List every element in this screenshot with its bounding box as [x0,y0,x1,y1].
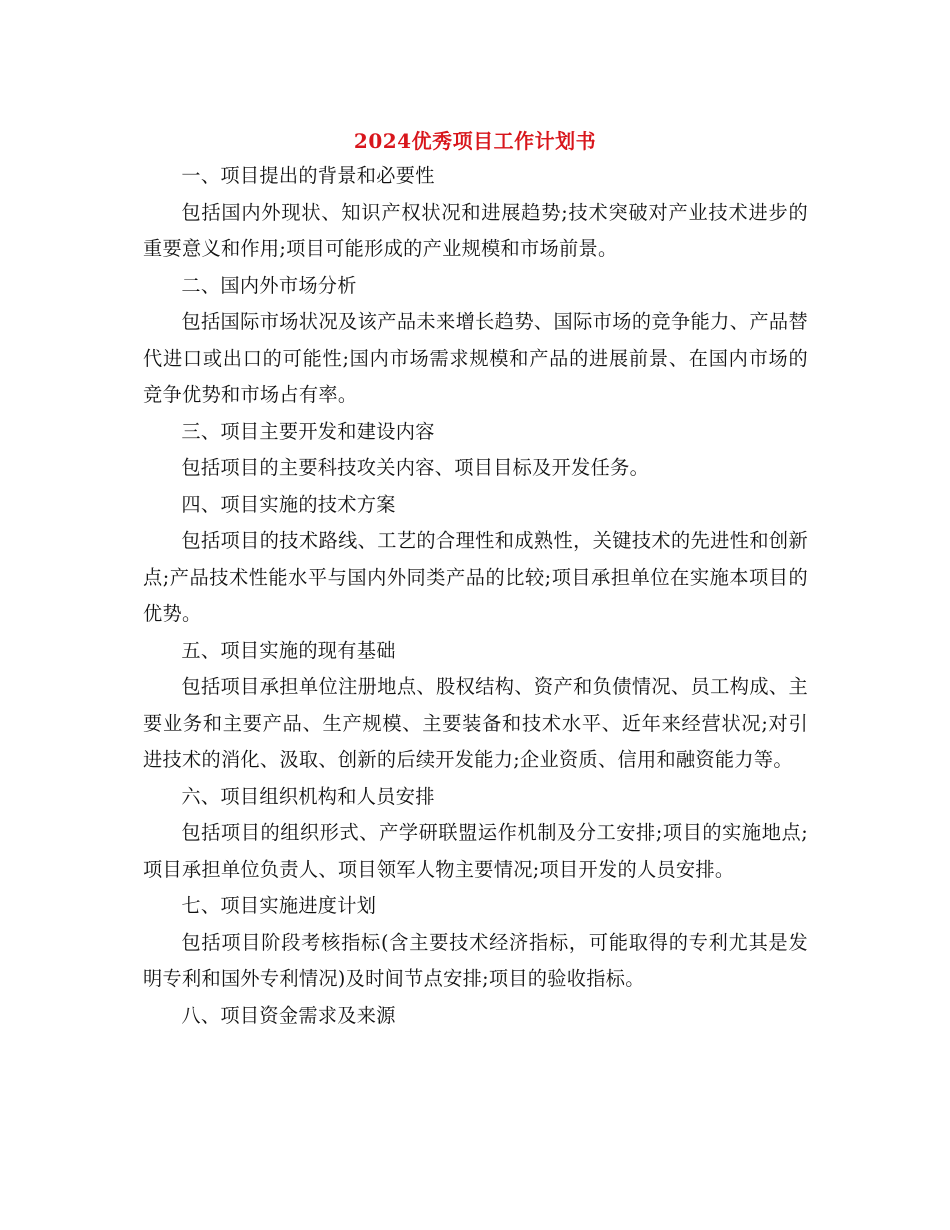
section-heading-7: 七、项目实施进度计划 [181,894,377,917]
section-body-5: 包括项目承担单位注册地点、股权结构、资产和负债情况、员工构成、主要业务和主要产品、生产规模、主要装备和技术水平、近年来经营状况;对引进技术的消化、汲取、创新的后续开发能力;企业资质、信用和融资能力等。 [143,675,808,771]
section-heading-5: 五、项目实施的现有基础 [181,638,396,662]
section-heading-2: 二、国内外市场分析 [181,273,357,297]
section-heading-8: 八、项目资金需求及来源 [181,1003,396,1027]
section-heading-1: 一、项目提出的背景和必要性 [181,164,435,187]
document-body [143,158,808,1034]
section-heading-6: 六、项目组织机构和人员安排 [181,784,435,808]
section-body-7: 包括项目阶段考核指标(含主要技术经济指标，可能取得的专利尤其是发明专利和国外专利情况)及时间节点安排;项目的验收指标。 [143,930,808,990]
page-title: 2024优秀项目工作计划书 [353,129,597,154]
section-body-3: 包括项目的主要科技攻关内容、项目目标及开发任务。 [181,456,650,479]
section-body-4: 包括项目的技术路线、工艺的合理性和成熟性，关键技术的先进性和创新点;产品技术性能水平与国内外同类产品的比较;项目承担单位在实施本项目的优势。 [143,529,808,625]
section-body-1: 包括国内外现状、知识产权状况和进展趋势;技术突破对产业技术进步的重要意义和作用;项目可能形成的产业规模和市场前景。 [143,200,808,260]
section-body-6: 包括项目的组织形式、产学研联盟运作机制及分工安排;项目的实施地点;项目承担单位负责人、项目领军人物主要情况;项目开发的人员安排。 [143,821,808,881]
section-body-2: 包括国际市场状况及该产品未来增长趋势、国际市场的竞争能力、产品替代进口或出口的可能性;国内市场需求规模和产品的进展前景、在国内市场的竞争优势和市场占有率。 [143,310,808,406]
section-heading-4: 四、项目实施的技术方案 [181,492,396,516]
section-heading-3: 三、项目主要开发和建设内容 [181,419,435,443]
